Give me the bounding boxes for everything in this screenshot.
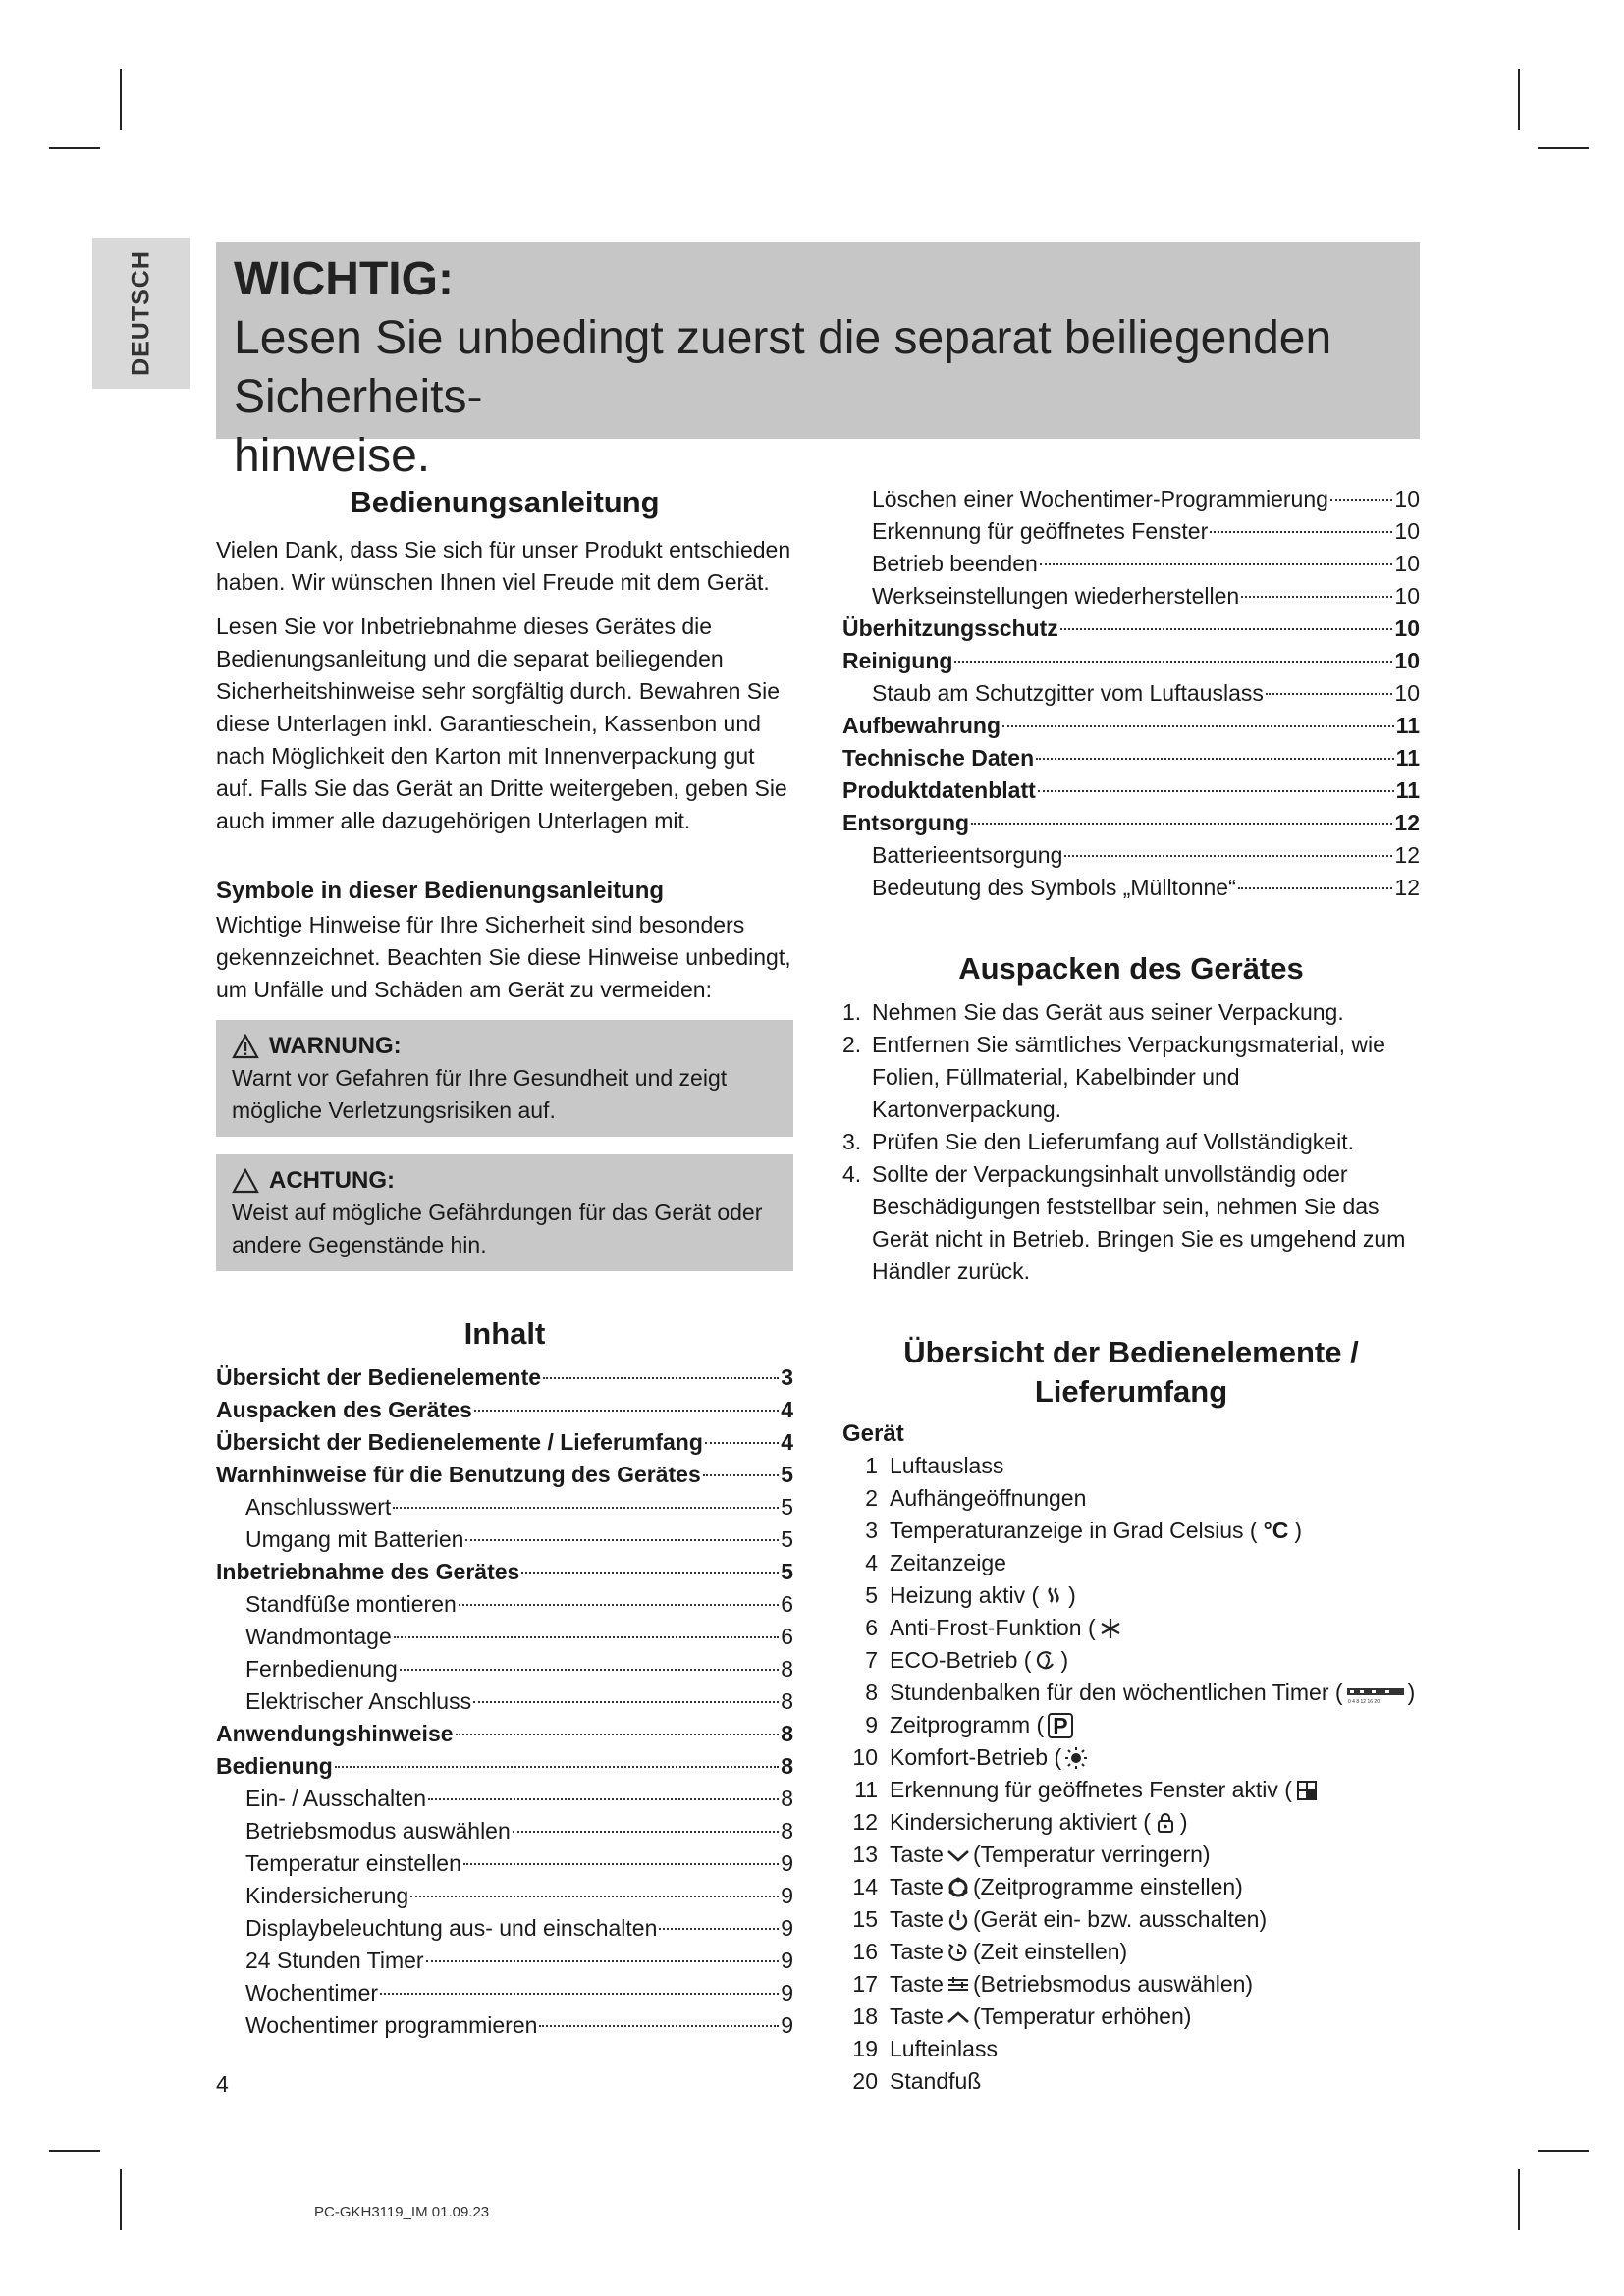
chevron-down-icon <box>947 1843 970 1867</box>
part-label-suffix: (Zeit einstellen) <box>972 1939 1128 1964</box>
toc-entry <box>216 1718 793 1750</box>
part-label-suffix: (Zeitprogramme einstellen) <box>972 1874 1243 1899</box>
toc-entry-page: 10 <box>1394 551 1420 576</box>
toc-entry-page: 8 <box>781 1818 793 1843</box>
toc-entry <box>216 1588 793 1621</box>
toc-entry-page: 12 <box>1394 842 1420 868</box>
toc-entry-title: Reinigung <box>842 648 953 673</box>
part-label-suffix: ) <box>1407 1680 1416 1705</box>
warning-text: Warnt vor Gefahren für Ihre Gesundheit und zeigt mögliche Verletzungsrisiken auf. <box>232 1065 728 1123</box>
toc-entry-page: 8 <box>781 1721 793 1746</box>
clock-icon <box>947 1941 970 1964</box>
document-footer: PC-GKH3119_IM 01.09.23 <box>314 2204 490 2220</box>
toc-entry <box>216 1912 793 1945</box>
toc-entry-title: Umgang mit Batterien <box>245 1526 464 1552</box>
toc-entry-title: Warnhinweise für die Benutzung des Gerätes <box>216 1462 701 1487</box>
caution-box <box>216 1154 793 1271</box>
manual-heading: Bedienungsanleitung <box>350 485 660 519</box>
part-label-suffix: (Betriebsmodus auswählen) <box>972 1971 1254 1997</box>
toc-entry-page: 4 <box>781 1397 793 1422</box>
toc-entry-title: 24 Stunden Timer <box>245 1948 424 1973</box>
part-number: 4 <box>865 1550 878 1575</box>
unpacking-heading: Auspacken des Gerätes <box>958 951 1304 986</box>
toc-leader <box>1002 725 1394 727</box>
toc-entry <box>842 677 1420 710</box>
part-number: 7 <box>865 1647 878 1673</box>
toc-entry <box>216 1815 793 1847</box>
part-label: Taste <box>890 1971 944 1997</box>
toc-entry-page: 10 <box>1394 648 1420 673</box>
symbols-text: Wichtige Hinweise für Ihre Sicherheit sind besonders gekennzeichnet. Beachten Sie diese Hinweise unbedingt, um Unfälle und Schäden am Gerät zu vermeiden: <box>216 912 791 1002</box>
banner-title: WICHTIG: <box>234 253 454 305</box>
toc-entry <box>842 710 1420 742</box>
toc-leader <box>393 1507 779 1509</box>
part-number: 15 <box>852 1906 878 1932</box>
program-icon-label: P <box>1053 1712 1068 1738</box>
toc-entry <box>216 1556 793 1588</box>
warning-icon <box>232 1034 259 1059</box>
toc-leader <box>1330 499 1393 501</box>
device-subheading: Gerät <box>842 1420 904 1447</box>
toc-entry <box>216 1847 793 1880</box>
part-number: 20 <box>852 2068 878 2094</box>
crop-mark <box>49 147 100 149</box>
part-item <box>842 1644 1420 1677</box>
toc-entry <box>842 774 1420 807</box>
eco-icon <box>1034 1649 1057 1673</box>
toc-leader <box>335 1766 779 1768</box>
toc-entry-title: Inbetriebnahme des Gerätes <box>216 1559 520 1584</box>
toc-entry-page: 6 <box>781 1591 793 1617</box>
toc-entry <box>842 742 1420 774</box>
toc-entry-page: 8 <box>781 1688 793 1714</box>
part-item <box>842 1806 1420 1839</box>
toc-entry-page: 10 <box>1394 680 1420 706</box>
toc-leader <box>400 1669 779 1671</box>
toc-entry-page: 11 <box>1395 713 1420 738</box>
toc-leader <box>459 1604 779 1606</box>
part-label-suffix: (Gerät ein- bzw. ausschalten) <box>972 1906 1268 1932</box>
program-button-icon <box>947 1876 970 1899</box>
part-label-suffix: ) <box>1294 1518 1303 1543</box>
caution-title: ACHTUNG: <box>269 1167 395 1194</box>
toc-entry-page: 11 <box>1395 745 1420 771</box>
toc-leader <box>465 1539 779 1541</box>
toc-entry-title: Standfüße montieren <box>245 1591 457 1617</box>
right-column <box>842 483 1420 2098</box>
part-label: Temperaturanzeige in Grad Celsius ( <box>890 1518 1258 1543</box>
toc-leader <box>1036 758 1394 760</box>
part-item <box>842 1612 1420 1644</box>
toc-entry <box>216 1653 793 1685</box>
banner-line-2: hinweise. <box>234 430 431 482</box>
toc-leader <box>705 1442 779 1444</box>
part-item <box>842 1936 1420 1968</box>
part-item <box>842 1482 1420 1515</box>
unpacking-steps <box>842 996 1420 1288</box>
toc-entry <box>216 1685 793 1718</box>
part-item <box>842 2065 1420 2098</box>
toc-entry <box>216 1945 793 1977</box>
part-label: Taste <box>890 1939 944 1964</box>
toc-entry-page: 9 <box>781 1850 793 1876</box>
toc-entry-page: 10 <box>1394 615 1420 641</box>
warning-box <box>216 1020 793 1137</box>
toc-entry <box>216 1977 793 2009</box>
important-banner <box>216 242 1420 482</box>
toc-entry-title: Betriebsmodus auswählen <box>245 1818 511 1843</box>
toc-entry <box>216 2009 793 2042</box>
toc-entry <box>842 645 1420 677</box>
toc-entry-title: Wandmontage <box>245 1624 392 1649</box>
toc-entry-page: 10 <box>1394 486 1420 511</box>
crop-mark <box>49 2150 100 2152</box>
toc-entry-page: 6 <box>781 1624 793 1649</box>
part-item <box>842 1871 1420 1903</box>
parts-list <box>842 1450 1420 2098</box>
toc-entry-page: 5 <box>781 1494 793 1520</box>
part-item <box>842 1839 1420 1871</box>
heating-icon <box>1042 1584 1065 1608</box>
toc-entry-page: 9 <box>781 1948 793 1973</box>
crop-mark <box>120 69 122 130</box>
part-label: Taste <box>890 1906 944 1932</box>
toc-leader <box>410 1896 779 1897</box>
sun-icon <box>1064 1746 1088 1770</box>
overview-heading-1: Übersicht der Bedienelemente / <box>903 1335 1359 1369</box>
toc-entry-title: Anschlusswert <box>245 1494 392 1520</box>
part-item <box>842 1903 1420 1936</box>
toc-leader <box>539 2025 779 2027</box>
part-label: Luftauslass <box>890 1453 1004 1478</box>
toc-entry-page: 11 <box>1395 777 1420 803</box>
step-text: Entfernen Sie sämtliches Verpackungsmaterial, wie Folien, Füllmaterial, Kabelbinder und Kartonverpackung. <box>872 1032 1385 1122</box>
part-item <box>842 1450 1420 1482</box>
part-number: 9 <box>865 1712 878 1737</box>
toc-leader <box>1266 693 1393 695</box>
part-item <box>842 1968 1420 2001</box>
toc-entry-title: Kindersicherung <box>245 1883 409 1908</box>
part-item <box>842 1709 1420 1741</box>
toc-leader <box>971 823 1392 825</box>
part-item <box>842 1579 1420 1612</box>
crop-mark <box>1538 147 1589 149</box>
toc-entry <box>842 483 1420 515</box>
toc-right-list <box>842 483 1420 904</box>
part-label: Komfort-Betrieb ( <box>890 1744 1062 1770</box>
part-label: Stundenbalken für den wöchentlichen Timer ( <box>890 1680 1343 1705</box>
toc-entry <box>842 580 1420 613</box>
toc-leader <box>380 1993 779 1995</box>
part-number: 1 <box>865 1453 878 1478</box>
warning-title: WARNUNG: <box>269 1033 402 1059</box>
toc-entry-title: Löschen einer Wochentimer-Programmierung <box>872 486 1328 511</box>
toc-leader <box>659 1928 779 1930</box>
part-label-suffix: (Temperatur verringern) <box>972 1842 1211 1867</box>
part-label-suffix: ) <box>1179 1809 1188 1835</box>
toc-entry-page: 9 <box>781 1980 793 2005</box>
part-number: 16 <box>852 1939 878 1964</box>
toc-entry-title: Wochentimer <box>245 1980 379 2005</box>
toc-entry-title: Batterieentsorgung <box>872 842 1063 868</box>
toc-entry-page: 3 <box>781 1364 793 1390</box>
part-item <box>842 2001 1420 2033</box>
hour-bar-icon <box>1346 1682 1405 1705</box>
part-number: 17 <box>852 1971 878 1997</box>
toc-entry-page: 5 <box>781 1559 793 1584</box>
part-number: 19 <box>852 2036 878 2061</box>
toc-leader <box>428 1798 779 1800</box>
part-item <box>842 2033 1420 2065</box>
step-text: Prüfen Sie den Lieferumfang auf Vollständigkeit. <box>872 1129 1354 1154</box>
toc-entry-title: Entsorgung <box>842 810 970 835</box>
toc-entry-title: Ein- / Ausschalten <box>245 1786 427 1811</box>
chevron-up-icon <box>947 2005 970 2029</box>
celsius-symbol: °C <box>1263 1518 1289 1543</box>
caution-icon <box>232 1168 259 1194</box>
toc-entry-page: 9 <box>781 1883 793 1908</box>
part-label: Zeitanzeige <box>890 1550 1006 1575</box>
page-number: 4 <box>216 2071 229 2097</box>
part-label: Aufhängeöffnungen <box>890 1485 1087 1511</box>
part-label: Standfuß <box>890 2068 982 2094</box>
toc-leader <box>394 1636 779 1638</box>
part-item <box>842 1677 1420 1709</box>
overview-heading-2: Lieferumfang <box>1034 1374 1228 1409</box>
unpacking-step <box>842 1126 1420 1158</box>
part-label: ECO-Betrieb ( <box>890 1647 1032 1673</box>
part-label: Kindersicherung aktiviert ( <box>890 1809 1151 1835</box>
toc-heading: Inhalt <box>463 1316 546 1351</box>
part-item <box>842 1515 1420 1547</box>
toc-entry-title: Werkseinstellungen wiederherstellen <box>872 583 1240 609</box>
toc-entry-title: Erkennung für geöffnetes Fenster <box>872 518 1209 544</box>
part-item <box>842 1774 1420 1806</box>
toc-entry-page: 5 <box>781 1462 793 1487</box>
part-number: 2 <box>865 1485 878 1511</box>
toc-entry-title: Temperatur einstellen <box>245 1850 461 1876</box>
toc-entry-title: Überhitzungsschutz <box>842 615 1058 641</box>
toc-entry-title: Bedeutung des Symbols „Mülltonne“ <box>872 875 1236 900</box>
toc-entry-page: 8 <box>781 1753 793 1779</box>
window-icon <box>1295 1779 1319 1802</box>
crop-mark <box>120 2169 122 2230</box>
unpacking-step <box>842 996 1420 1029</box>
toc-entry-title: Bedienung <box>216 1753 333 1779</box>
toc-entry <box>216 1750 793 1783</box>
toc-entry-page: 4 <box>781 1429 793 1455</box>
toc-entry <box>842 548 1420 580</box>
toc-leader <box>1064 855 1392 857</box>
toc-entry <box>842 613 1420 645</box>
toc-entry-page: 8 <box>781 1656 793 1682</box>
part-number: 11 <box>854 1777 878 1802</box>
toc-leader <box>1060 628 1393 630</box>
lock-icon <box>1154 1811 1177 1835</box>
toc-entry-title: Wochentimer programmieren <box>245 2012 538 2038</box>
unpacking-step <box>842 1029 1420 1126</box>
part-label-suffix: (Temperatur erhöhen) <box>972 2003 1192 2029</box>
part-label-suffix: ) <box>1068 1582 1076 1608</box>
toc-leader <box>1040 563 1393 565</box>
toc-leader <box>473 1701 779 1703</box>
toc-entry <box>842 839 1420 872</box>
toc-entry-title: Displaybeleuchtung aus- und einschalten <box>245 1915 658 1941</box>
toc-leader <box>954 661 1392 663</box>
part-label: Lufteinlass <box>890 2036 998 2061</box>
toc-entry <box>216 1783 793 1815</box>
part-item <box>842 1547 1420 1579</box>
toc-leader <box>426 1960 780 1962</box>
part-label-suffix: ) <box>1060 1647 1069 1673</box>
step-number: 1. <box>842 999 862 1025</box>
toc-entry <box>216 1621 793 1653</box>
toc-entry <box>216 1880 793 1912</box>
toc-leader <box>543 1377 779 1379</box>
symbols-heading: Symbole in dieser Bedienungsanleitung <box>216 878 665 904</box>
part-label: Taste <box>890 2003 944 2029</box>
svg-text:0 4 8 12 16 20: 0 4 8 12 16 20 <box>1347 1698 1380 1705</box>
toc-entry-page: 10 <box>1394 583 1420 609</box>
toc-entry-page: 9 <box>781 1915 793 1941</box>
toc-entry <box>842 807 1420 839</box>
crop-mark <box>1518 69 1520 130</box>
toc-entry-page: 12 <box>1394 810 1420 835</box>
language-tab-label: DEUTSCH <box>127 250 155 376</box>
toc-entry-title: Technische Daten <box>842 745 1035 771</box>
toc-entry-title: Elektrischer Anschluss <box>245 1688 472 1714</box>
crop-mark <box>1518 2169 1520 2230</box>
toc-entry-title: Übersicht der Bedienelemente <box>216 1364 542 1390</box>
toc-left-list <box>216 1362 793 2042</box>
toc-entry <box>216 1426 793 1459</box>
step-number: 4. <box>842 1161 862 1187</box>
toc-leader <box>456 1734 780 1735</box>
step-number: 3. <box>842 1129 862 1154</box>
power-icon <box>947 1908 970 1932</box>
part-number: 8 <box>865 1680 878 1705</box>
toc-entry-title: Staub am Schutzgitter vom Luftauslass <box>872 680 1264 706</box>
toc-entry-page: 5 <box>781 1526 793 1552</box>
toc-leader <box>1241 596 1392 598</box>
part-item <box>842 1741 1420 1774</box>
toc-entry <box>216 1362 793 1394</box>
toc-entry-title: Anwendungshinweise <box>216 1721 454 1746</box>
toc-entry <box>216 1491 793 1523</box>
toc-entry-page: 10 <box>1394 518 1420 544</box>
toc-leader <box>1038 790 1394 792</box>
toc-entry <box>216 1523 793 1556</box>
toc-entry <box>216 1394 793 1426</box>
toc-entry <box>842 515 1420 548</box>
mode-icon <box>947 1973 970 1997</box>
toc-entry-title: Aufbewahrung <box>842 713 1001 738</box>
part-number: 3 <box>865 1518 878 1543</box>
part-label: Anti-Frost-Funktion ( <box>890 1615 1096 1640</box>
toc-entry <box>216 1459 793 1491</box>
intro-paragraph-2: Lesen Sie vor Inbetriebnahme dieses Gerätes die Bedienungsanleitung und die separat beiliegenden Sicherheitshinweise sehr sorgfältig durch. Bewahren Sie diese Unterlagen inkl. Garantieschein, Kassenbon und nach Möglichkeit den Karton mit Innenverpackung gut auf. Falls Sie das Gerät an Dritte weitergeben, geben Sie auch immer alle dazugehörigen Unterlagen mit. <box>216 614 787 833</box>
toc-entry-title: Betrieb beenden <box>872 551 1038 576</box>
program-icon <box>1048 1713 1072 1738</box>
toc-entry-title: Produktdatenblatt <box>842 777 1036 803</box>
toc-entry-page: 9 <box>781 2012 793 2038</box>
toc-leader <box>703 1474 779 1476</box>
snowflake-icon <box>1099 1617 1122 1640</box>
part-number: 13 <box>852 1842 878 1867</box>
step-number: 2. <box>842 1032 862 1057</box>
part-label: Erkennung für geöffnetes Fenster aktiv ( <box>890 1777 1292 1802</box>
language-tab <box>92 238 190 389</box>
left-column <box>216 483 793 2042</box>
part-number: 5 <box>865 1582 878 1608</box>
unpacking-step <box>842 1158 1420 1288</box>
crop-mark <box>1538 2150 1589 2152</box>
part-number: 10 <box>852 1744 878 1770</box>
banner-line-1: Lesen Sie unbedingt zuerst die separat beiliegenden Sicherheits- <box>234 312 1332 423</box>
part-label: Taste <box>890 1842 944 1867</box>
toc-entry-title: Auspacken des Gerätes <box>216 1397 472 1422</box>
part-label: Heizung aktiv ( <box>890 1582 1040 1608</box>
part-number: 6 <box>865 1615 878 1640</box>
toc-leader <box>463 1863 779 1865</box>
toc-leader <box>521 1572 779 1574</box>
toc-entry-page: 8 <box>781 1786 793 1811</box>
toc-leader <box>1210 531 1392 533</box>
toc-leader <box>474 1410 779 1412</box>
toc-entry <box>842 872 1420 904</box>
toc-entry-title: Übersicht der Bedienelemente / Lieferumfang <box>216 1429 703 1455</box>
caution-text: Weist auf mögliche Gefährdungen für das Gerät oder andere Gegenstände hin. <box>232 1200 763 1257</box>
part-number: 18 <box>852 2003 878 2029</box>
toc-entry-title: Fernbedienung <box>245 1656 398 1682</box>
toc-entry-page: 12 <box>1394 875 1420 900</box>
toc-leader <box>1238 887 1393 889</box>
part-number: 12 <box>852 1809 878 1835</box>
step-text: Sollte der Verpackungsinhalt unvollständig oder Beschädigungen feststellbar sein, nehmen Sie das Gerät nicht in Betrieb. Bringen Sie es umgehend zum Händler zurück. <box>872 1161 1406 1284</box>
part-label: Taste <box>890 1874 944 1899</box>
step-text: Nehmen Sie das Gerät aus seiner Verpackung. <box>872 999 1344 1025</box>
part-label: Zeitprogramm ( <box>890 1712 1045 1737</box>
part-number: 14 <box>852 1874 878 1899</box>
intro-paragraph-1: Vielen Dank, dass Sie sich für unser Produkt entschieden haben. Wir wünschen Ihnen viel Freude mit dem Gerät. <box>216 537 791 595</box>
toc-leader <box>513 1831 779 1833</box>
